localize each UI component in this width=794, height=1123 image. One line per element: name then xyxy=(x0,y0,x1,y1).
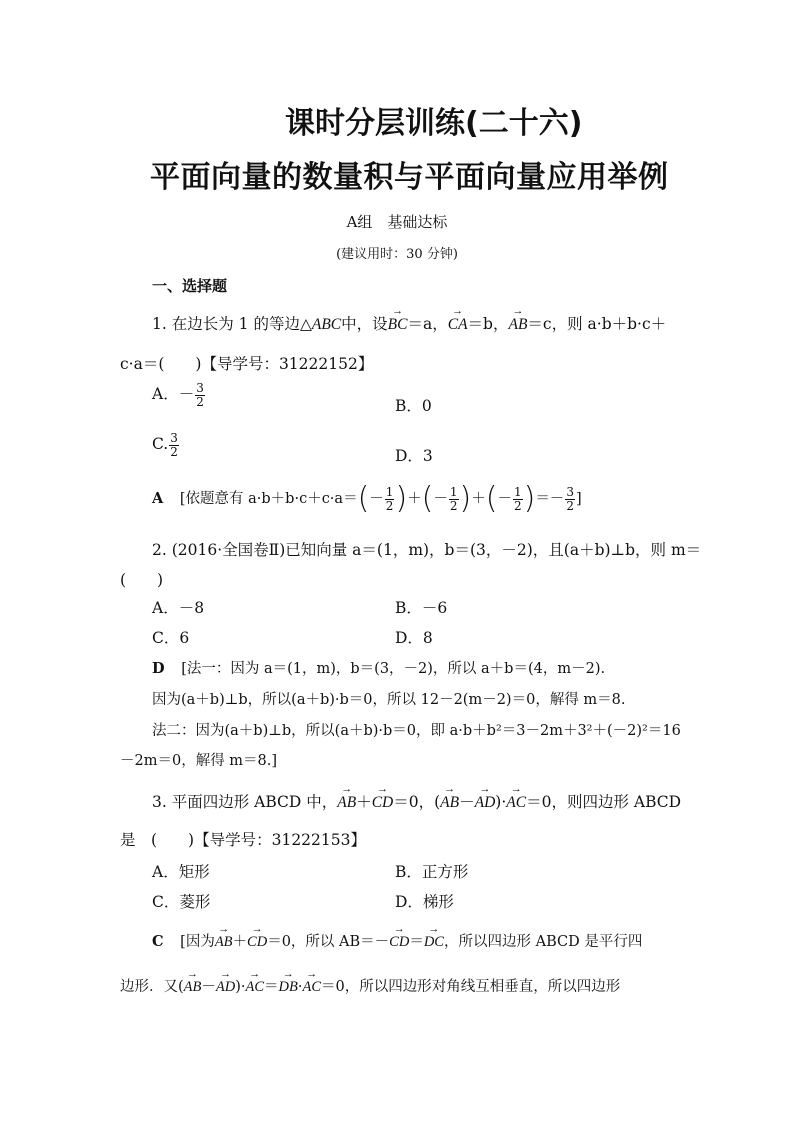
q1-option-d[interactable]: D．3 xyxy=(395,447,433,465)
section-heading: 一、选择题 xyxy=(152,277,228,295)
q1-stem: 1. 在边长为 1 的等边△ABC中，设→ BC＝a，→ CA＝b，→ AB＝c，则 a·b＋b·c＋ xyxy=(152,312,666,334)
q2-option-a[interactable]: A．－8 xyxy=(152,599,205,617)
q3-option-a[interactable]: A．矩形 xyxy=(152,863,210,881)
q1-answer: A [依题意有 a·b＋b·c＋c·a＝(－ $\frac{1}{2}$ )＋(－ $\frac{1}{2}$ )＋(－ $\frac{1}{2}$ )＝－ $\frac{3}{2}$ ] xyxy=(152,481,582,516)
q2-solution-line2: 因为(a＋b)⊥b，所以(a＋b)·b＝0，所以 12－2(m－2)＝0，解得 m＝8. xyxy=(152,692,626,708)
q3-option-c[interactable]: C．菱形 xyxy=(152,893,211,911)
vector-ab: → AB xyxy=(508,316,527,334)
q2-option-c[interactable]: C．6 xyxy=(152,629,190,647)
q3-number: 3. xyxy=(152,793,167,811)
q2-solution-line3: 法二：因为(a＋b)⊥b，所以(a＋b)·b＝0，即 a·b＋b²＝3－2m＋3²＋(－2)²＝16 xyxy=(152,723,681,739)
q3-solution-line2: 边形．又(→ AB－→ AD)·→ AC＝→ DB·→ AC＝0，所以四边形对角线互相垂直，所以四边形 xyxy=(120,975,620,996)
group-label: A组 基础达标 xyxy=(346,213,448,231)
q3-stem-line2: 是 ( )【导学号：31222153】 xyxy=(120,831,366,849)
q1-option-a[interactable]: A．－ $\frac{3}{2}$ xyxy=(152,381,204,409)
q3-option-d[interactable]: D．梯形 xyxy=(395,893,454,911)
q2-stem: 2. (2016·全国卷Ⅱ)已知向量 a＝(1，m)，b＝(3，－2)，且(a＋b)⊥b，则 m＝ xyxy=(152,541,702,559)
q1-answer-letter: A xyxy=(152,490,164,507)
q2-answer: D [法一：因为 a＝(1，m)，b＝(3，－2)，所以 a＋b＝(4，m－2). xyxy=(152,660,606,677)
q3-answer: C [因为→ AB＋→ CD＝0，所以 AB＝－→ CD＝→ DC，所以四边形 ABCD 是平行四 xyxy=(152,930,642,951)
vector-bc: → BC xyxy=(388,316,408,334)
q2-solution-line4: －2m＝0，解得 m＝8.] xyxy=(120,753,278,769)
q3-answer-letter: C xyxy=(152,933,164,950)
q3-stem: 3. 平面四边形 ABCD 中，→ AB＋→ CD＝0，(→ AB－→ AD)·→ AC＝0，则四边形 ABCD xyxy=(152,790,681,812)
q1-option-b[interactable]: B．0 xyxy=(395,397,432,415)
q2-option-d[interactable]: D．8 xyxy=(395,629,433,647)
q2-paren: ( ) xyxy=(120,571,164,589)
q1-stem-line2: c·a＝( )【导学号：31222152】 xyxy=(120,355,374,373)
q2-answer-letter: D xyxy=(152,660,165,677)
q3-option-b[interactable]: B．正方形 xyxy=(395,863,469,881)
q2-number: 2. xyxy=(152,541,167,559)
q1-option-c[interactable]: C. $\frac{3}{2}$ xyxy=(152,431,178,459)
document-subtitle: 平面向量的数量积与平面向量应用举例 xyxy=(150,160,669,195)
document-title: 课时分层训练(二十六) xyxy=(285,106,583,141)
vector-ca: → CA xyxy=(448,316,468,334)
q2-option-b[interactable]: B．－6 xyxy=(395,599,448,617)
q1-number: 1. xyxy=(152,315,167,333)
time-note: (建议用时：30 分钟) xyxy=(336,247,458,262)
